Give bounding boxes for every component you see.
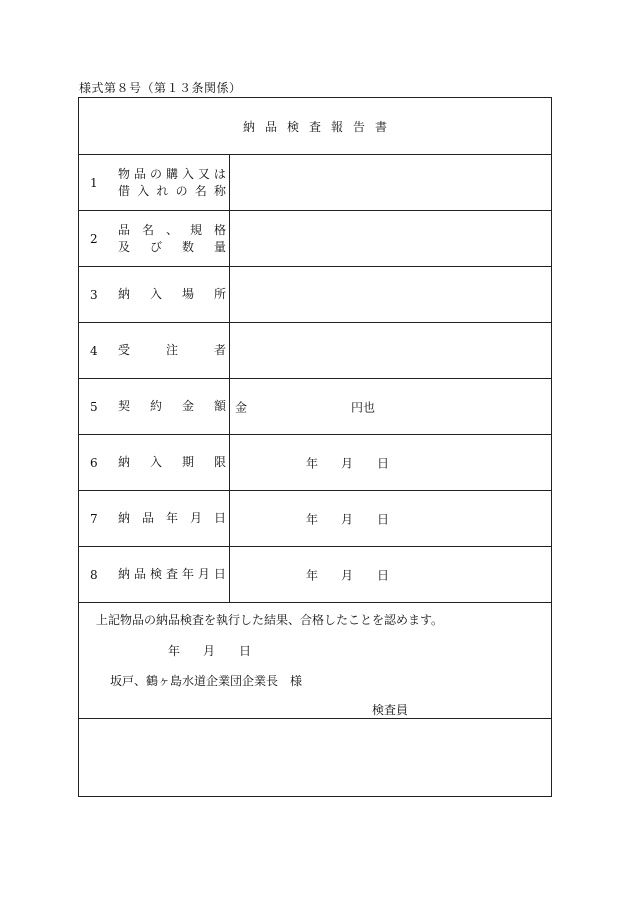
cert-date-year: 年 (168, 644, 181, 658)
cert-date-month: 月 (203, 644, 216, 658)
spec-quantity-field[interactable] (230, 211, 551, 266)
form-title: 納品検査報告書 (242, 119, 397, 134)
row-label (118, 211, 226, 266)
row-spec-quantity (79, 211, 551, 267)
row-number: 4 (90, 343, 98, 358)
date-year: 年 (306, 568, 319, 582)
contract-amount-field[interactable] (230, 379, 551, 434)
delivery-date-field[interactable] (230, 491, 551, 546)
form-number-caption: 様式第８号（第１３条関係） (79, 81, 242, 95)
blank-notes-area[interactable] (79, 719, 551, 797)
row-number: 6 (90, 455, 98, 470)
row-number: 7 (90, 511, 98, 526)
row-label-line: 品 名 、 規 格 (118, 222, 226, 237)
row-number: 2 (90, 231, 98, 246)
date-year: 年 (306, 456, 319, 470)
date-year: 年 (306, 512, 319, 526)
inspection-date-field[interactable] (230, 547, 551, 602)
row-delivery-deadline (79, 435, 551, 491)
row-number: 8 (90, 567, 98, 582)
amount-suffix: 円也 (351, 400, 376, 414)
item-name-field[interactable] (230, 155, 551, 210)
cert-date-day: 日 (239, 644, 252, 658)
row-label (118, 491, 226, 546)
row-label-line: 納 入 期 限 (118, 455, 226, 469)
delivery-deadline-field[interactable] (230, 435, 551, 490)
row-label (118, 379, 226, 434)
row-label (118, 435, 226, 490)
row-label (118, 547, 226, 602)
row-label-line: 納 入 場 所 (118, 287, 226, 301)
date-day: 日 (377, 512, 390, 526)
date-month: 月 (341, 512, 354, 526)
addressee: 坂戸、鶴ヶ島水道企業団企業長 様 (110, 674, 303, 688)
amount-prefix: 金 (235, 400, 248, 414)
date-day: 日 (377, 568, 390, 582)
row-delivery-date (79, 491, 551, 547)
row-label-line: 契 約 金 額 (118, 399, 226, 413)
row-label (118, 155, 226, 210)
contractor-field[interactable] (230, 323, 551, 378)
row-label-line: 物 品 の 購 入 又 は (118, 166, 226, 181)
certification-statement: 上記物品の納品検査を執行した結果、合格したことを認めます。 (96, 613, 444, 627)
row-label-line: 受 注 者 (118, 343, 226, 357)
date-month: 月 (341, 568, 354, 582)
row-label-line: 借 入 れ の 名 称 (118, 183, 226, 198)
row-inspection-date (79, 547, 551, 603)
row-label-line: 納 品 年 月 日 (118, 511, 226, 525)
row-delivery-place (79, 267, 551, 323)
row-number: 3 (90, 287, 98, 302)
row-number: 1 (90, 175, 98, 190)
row-label-line: 納 品 検 査 年 月 日 (118, 567, 226, 581)
certification-section (79, 603, 551, 719)
title-row (79, 98, 551, 155)
row-contract-amount (79, 379, 551, 435)
row-label (118, 267, 226, 322)
inspection-report-form (78, 97, 552, 797)
row-label (118, 323, 226, 378)
row-contractor (79, 323, 551, 379)
row-label-line: 及 び 数 量 (118, 239, 226, 254)
date-month: 月 (341, 456, 354, 470)
delivery-place-field[interactable] (230, 267, 551, 322)
date-day: 日 (377, 456, 390, 470)
row-item-name (79, 155, 551, 211)
inspector-label: 検査員 (372, 703, 409, 717)
row-number: 5 (90, 399, 98, 414)
